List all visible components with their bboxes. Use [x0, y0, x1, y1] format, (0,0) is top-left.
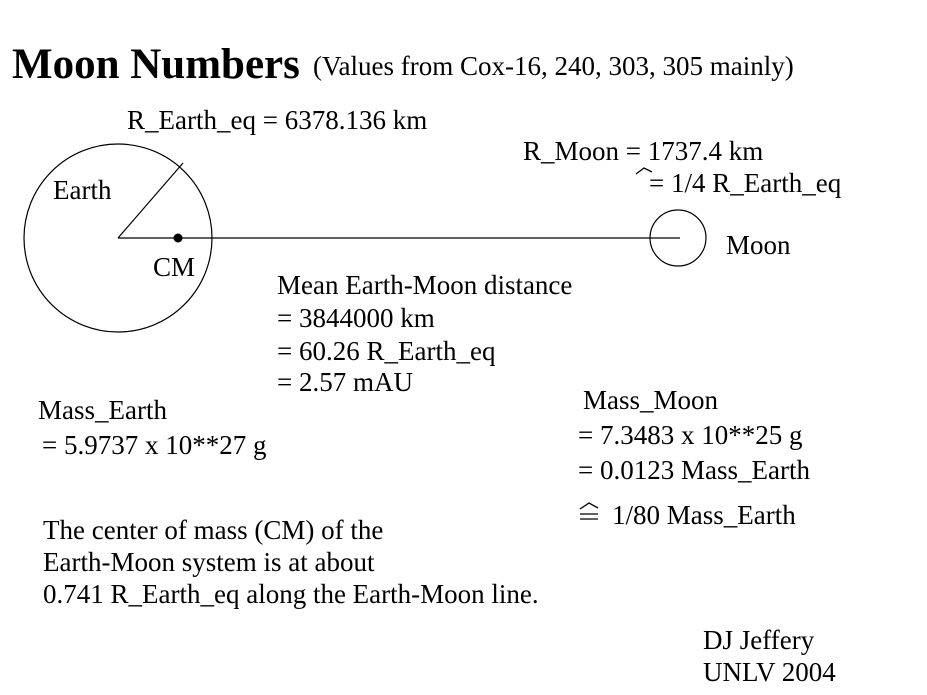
earth-radius-line: [118, 163, 183, 238]
cm-note-line: The center of mass (CM) of the: [43, 515, 384, 545]
distance-line: Mean Earth-Moon distance: [277, 270, 573, 300]
moon-radius-label: R_Moon = 1737.4 km: [523, 136, 764, 166]
mass-moon-line: = 0.0123 Mass_Earth: [578, 455, 810, 485]
mass-moon-line: Mass_Moon: [583, 385, 719, 415]
credit-author: DJ Jeffery: [703, 625, 815, 655]
distance-line: = 2.57 mAU: [277, 367, 413, 397]
page-title: Moon Numbers: [12, 41, 300, 88]
earth-radius-label: R_Earth_eq = 6378.136 km: [127, 105, 428, 135]
subtitle: (Values from Cox-16, 240, 303, 305 mainly): [313, 51, 794, 81]
cm-label: CM: [153, 252, 196, 282]
mass-moon-line: = 7.3483 x 10**25 g: [578, 420, 803, 450]
moon-radius-approx: = 1/4 R_Earth_eq: [649, 168, 842, 198]
earth-label: Earth: [53, 175, 112, 205]
mass-moon-approx: 1/80 Mass_Earth: [612, 500, 796, 530]
cm-note-line: Earth-Moon system is at about: [43, 547, 375, 577]
cm-note-line: 0.741 R_Earth_eq along the Earth-Moon line.: [43, 579, 539, 609]
cm-dot: [174, 234, 183, 243]
credit-institution: UNLV 2004: [703, 657, 836, 687]
distance-line: = 3844000 km: [277, 303, 435, 333]
mass-earth-line: = 5.9737 x 10**27 g: [42, 430, 267, 460]
moon-label: Moon: [726, 230, 791, 260]
distance-line: = 60.26 R_Earth_eq: [277, 336, 496, 366]
mass-earth-line: Mass_Earth: [38, 395, 167, 425]
approx-equal-icon: [577, 500, 601, 522]
